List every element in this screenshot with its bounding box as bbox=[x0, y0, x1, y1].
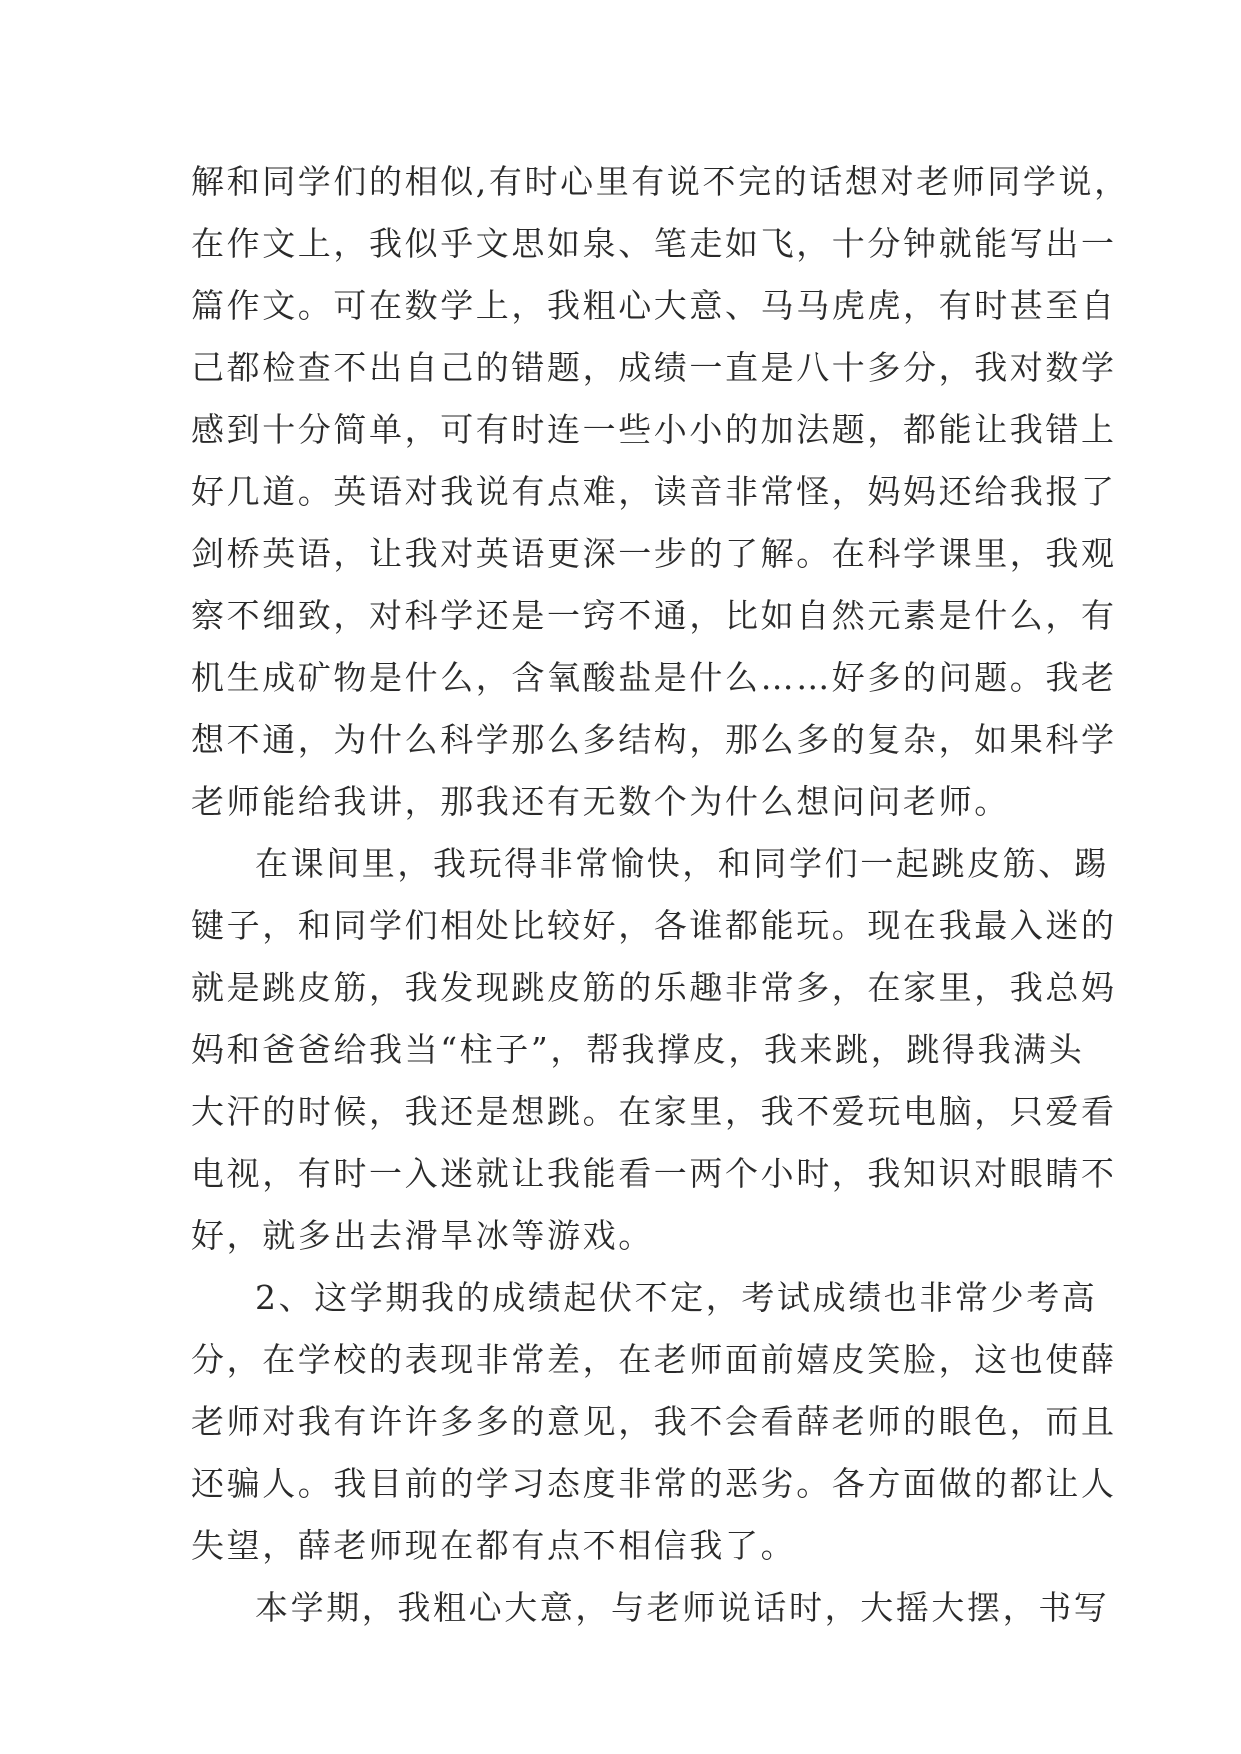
text-line: 想不通，为什么科学那么多结构，那么多的复杂，如果科学 bbox=[191, 720, 1117, 759]
text-line: 分，在学校的表现非常差，在老师面前嬉皮笑脸，这也使薛 bbox=[191, 1340, 1117, 1379]
text-line: 老师能给我讲，那我还有无数个为什么想问问老师。 bbox=[191, 782, 1010, 821]
text-line: 好，就多出去滑旱冰等游戏。 bbox=[191, 1216, 654, 1255]
text-line: 电视，有时一入迷就让我能看一两个小时，我知识对眼睛不 bbox=[191, 1154, 1117, 1193]
text-line: 大汗的时候，我还是想跳。在家里，我不爱玩电脑，只爱看 bbox=[191, 1092, 1117, 1131]
text-line: 妈和爸爸给我当“柱子”，帮我撑皮，我来跳，跳得我满头 bbox=[191, 1030, 1085, 1069]
text-line: 好几道。英语对我说有点难，读音非常怪，妈妈还给我报了 bbox=[191, 472, 1117, 511]
text-line: 失望，薛老师现在都有点不相信我了。 bbox=[191, 1526, 797, 1565]
text-line: 在作文上，我似乎文思如泉、笔走如飞，十分钟就能写出一 bbox=[191, 224, 1117, 263]
text-line: 己都检查不出自己的错题，成绩一直是八十多分，我对数学 bbox=[191, 348, 1117, 387]
text-line: 键子，和同学们相处比较好，各谁都能玩。现在我最入迷的 bbox=[191, 906, 1117, 945]
text-line: 本学期，我粗心大意，与老师说话时，大摇大摆，书写 bbox=[255, 1588, 1110, 1627]
text-line: 2、这学期我的成绩起伏不定，考试成绩也非常少考高 bbox=[255, 1278, 1098, 1317]
text-line: 感到十分简单，可有时连一些小小的加法题，都能让我错上 bbox=[191, 410, 1117, 449]
text-line: 解和同学们的相似,有时心里有说不完的话想对老师同学说， bbox=[191, 162, 1130, 201]
text-line: 剑桥英语，让我对英语更深一步的了解。在科学课里，我观 bbox=[191, 534, 1117, 573]
text-line: 还骗人。我目前的学习态度非常的恶劣。各方面做的都让人 bbox=[191, 1464, 1117, 1503]
text-line: 察不细致，对科学还是一窍不通，比如自然元素是什么，有 bbox=[191, 596, 1117, 635]
text-line: 老师对我有许许多多的意见，我不会看薛老师的眼色，而且 bbox=[191, 1402, 1117, 1441]
text-line: 机生成矿物是什么，含氧酸盐是什么……好多的问题。我老 bbox=[191, 658, 1117, 697]
text-line: 篇作文。可在数学上，我粗心大意、马马虎虎，有时甚至自 bbox=[191, 286, 1117, 325]
text-line: 就是跳皮筋，我发现跳皮筋的乐趣非常多，在家里，我总妈 bbox=[191, 968, 1117, 1007]
text-line: 在课间里，我玩得非常愉快，和同学们一起跳皮筋、踢 bbox=[255, 844, 1110, 883]
